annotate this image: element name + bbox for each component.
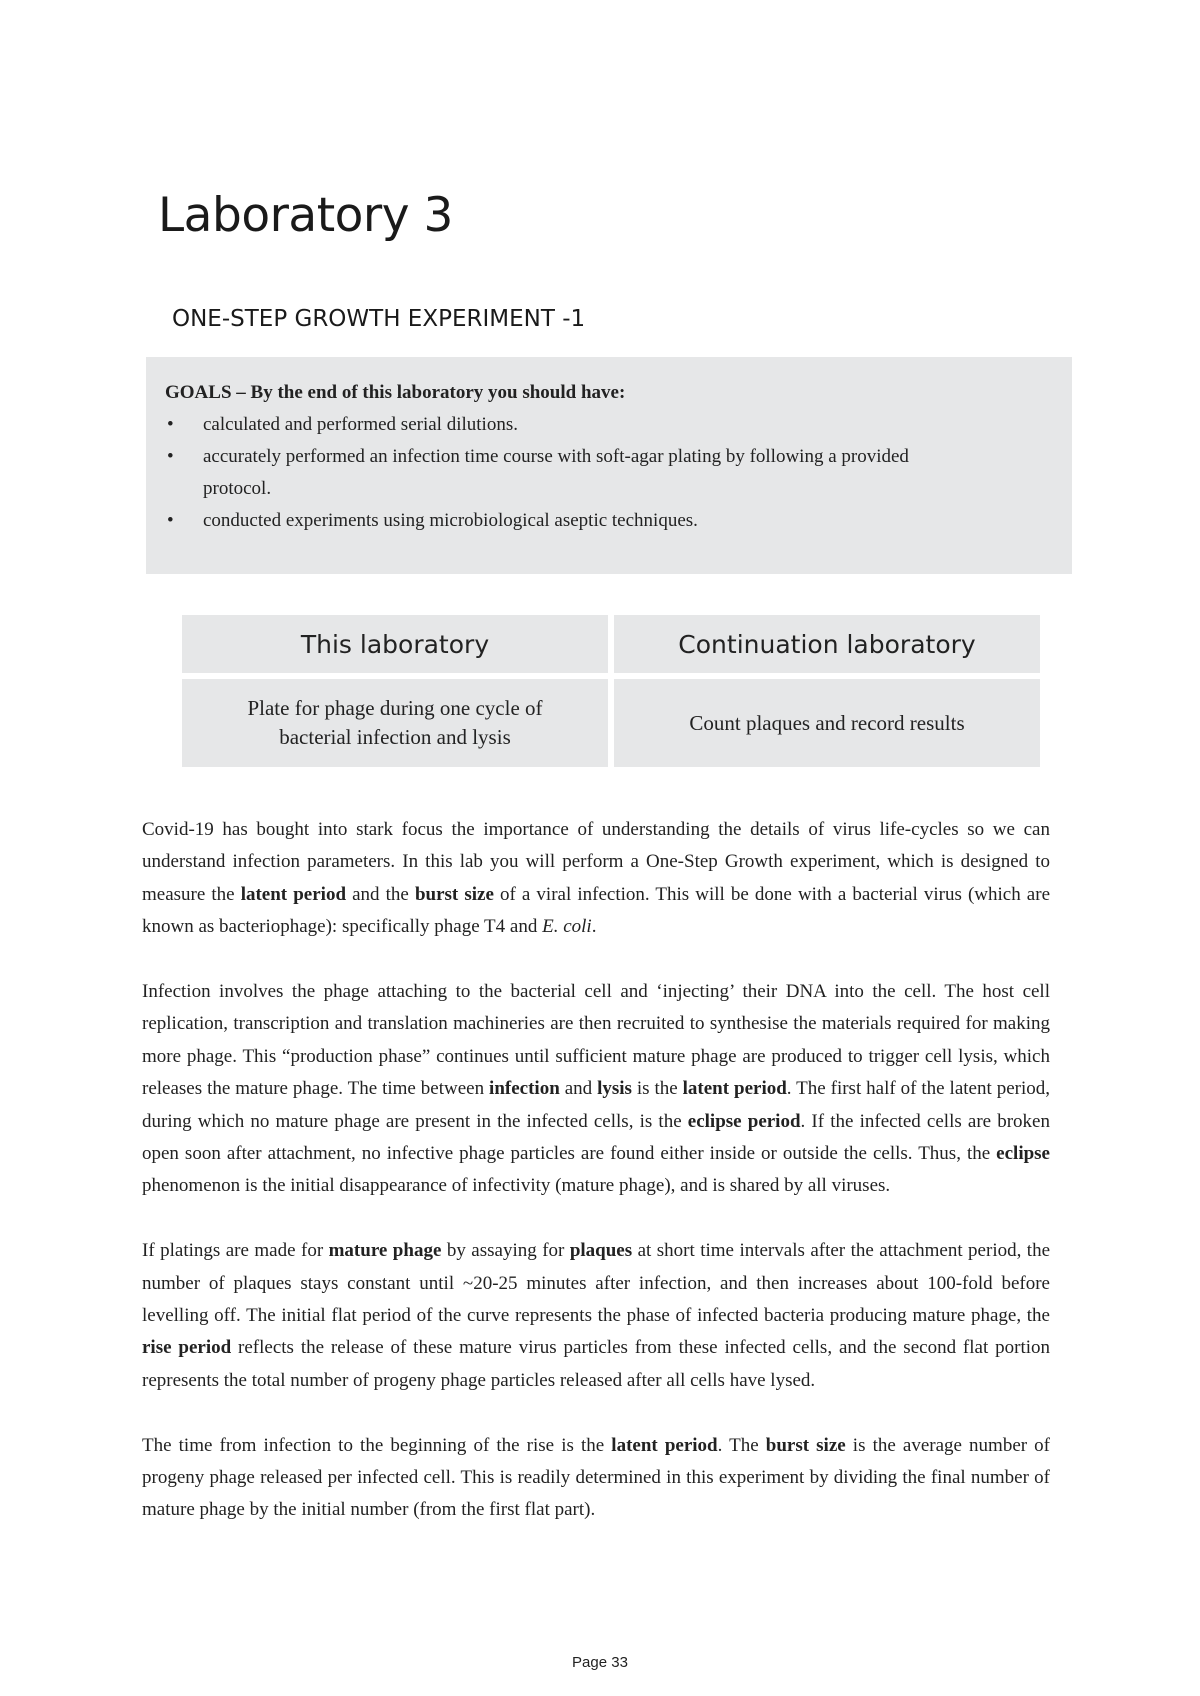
term-latent-period: latent period [682,1078,787,1100]
term-latent-period: latent period [611,1434,718,1456]
term-lysis: lysis [597,1078,632,1100]
text-run: . The first half of the latent period, during which no mature phage are present in the infected cells, is the [142,1078,1050,1132]
goals-item-text: accurately performed an infection time course with soft-agar plating by following a provided protocol. [203,446,909,499]
term-latent-period: latent period [240,883,347,905]
text-run: . [591,916,597,938]
table-header-continuation-lab: Continuation laboratory [614,615,1040,679]
table-cell-text: Count plaques and record results [689,710,965,735]
term-infection: infection [489,1078,560,1100]
page-number: Page 33 [572,1654,628,1671]
text-run: . If the infected cells are broken open soon after attachment, no infective phage particles are found either inside or outside the cells. Thus, the [142,1110,1050,1165]
bullet-icon: • [167,446,174,467]
table-cell-text: Plate for phage during one cycle of bacterial infection and lysis [247,696,543,749]
paragraph-latent-burst [142,1430,1050,1527]
goals-box [146,357,1072,574]
text-run: Covid-19 has bought into stark focus the importance of understanding the details of virus life-cycles so we can understand infection parameters. In this lab you will perform a One-Step Growth experiment, which is designed to measure the [142,819,1050,905]
term-eclipse: eclipse [996,1143,1050,1165]
paragraph-infection [142,976,1050,1203]
bullet-icon: • [167,414,174,435]
goals-item [165,409,963,441]
text-run: is the [631,1078,683,1100]
term-e-coli: E. coli [542,916,592,938]
text-run: The time from infection to the beginning of the rise is the [142,1434,612,1456]
goals-list [165,409,1052,537]
term-burst-size: burst size [414,883,494,905]
text-run: phenomenon is the initial disappearance of infectivity (mature phage), and is shared by all viruses. [142,1175,891,1197]
paragraph-platings [142,1235,1050,1397]
page-title: Laboratory 3 [158,188,453,243]
text-run: Infection involves the phage attaching to the bacterial cell and ‘injecting’ their DNA into the cell. The host cell replication, transcription and translation machineries are then recruited to synthesise the materials required for making more phage. This “production phase” continues until sufficient mature phage are produced to trigger cell lysis, which releases the mature phage. The time between [142,981,1050,1100]
term-burst-size: burst size [765,1434,846,1456]
table-header-this-lab: This laboratory [182,615,608,679]
term-eclipse-period: eclipse period [687,1110,801,1132]
table-cell-this-lab [182,679,608,767]
text-run: by assaying for [441,1240,570,1262]
table-cell-continuation-lab [614,679,1040,767]
body-text [142,814,1050,1559]
goals-item [165,441,963,505]
text-run: at short time intervals after the attachment period, the number of plaques stays constant until ~20-25 minutes after infection, and then increases about 100-fold before levelling off. The initial flat period of the curve represents the phase of infected bacteria producing mature phage, the [142,1240,1051,1327]
paragraph-intro [142,814,1050,944]
goals-item [165,505,963,537]
term-mature-phage: mature phage [328,1240,442,1262]
goals-item-text: conducted experiments using microbiological aseptic techniques. [203,510,698,531]
goals-heading: GOALS – By the end of this laboratory you should have: [165,382,626,403]
goals-item-text: calculated and performed serial dilutions. [203,414,518,435]
text-run: and the [346,883,415,905]
text-run: and [559,1078,598,1100]
text-run: . The [717,1434,766,1456]
term-rise-period: rise period [142,1337,232,1359]
bullet-icon: • [167,510,174,531]
text-run: is the average number of progeny phage released per infected cell. This is readily determined in this experiment by dividing the final number of mature phage by the initial number (from the first flat part). [142,1434,1051,1521]
term-plaques: plaques [569,1240,633,1262]
text-run: If platings are made for [142,1240,329,1262]
section-subtitle: ONE-STEP GROWTH EXPERIMENT -1 [172,306,586,332]
laboratory-table [176,615,1046,767]
text-run: of a viral infection. This will be done with a bacterial virus (which are known as bacteriophage): specifically phage T4 and [142,883,1051,938]
text-run: reflects the release of these mature virus particles from these infected cells, and the second flat portion represents the total number of progeny phage particles released after all cells have lysed. [142,1337,1050,1391]
